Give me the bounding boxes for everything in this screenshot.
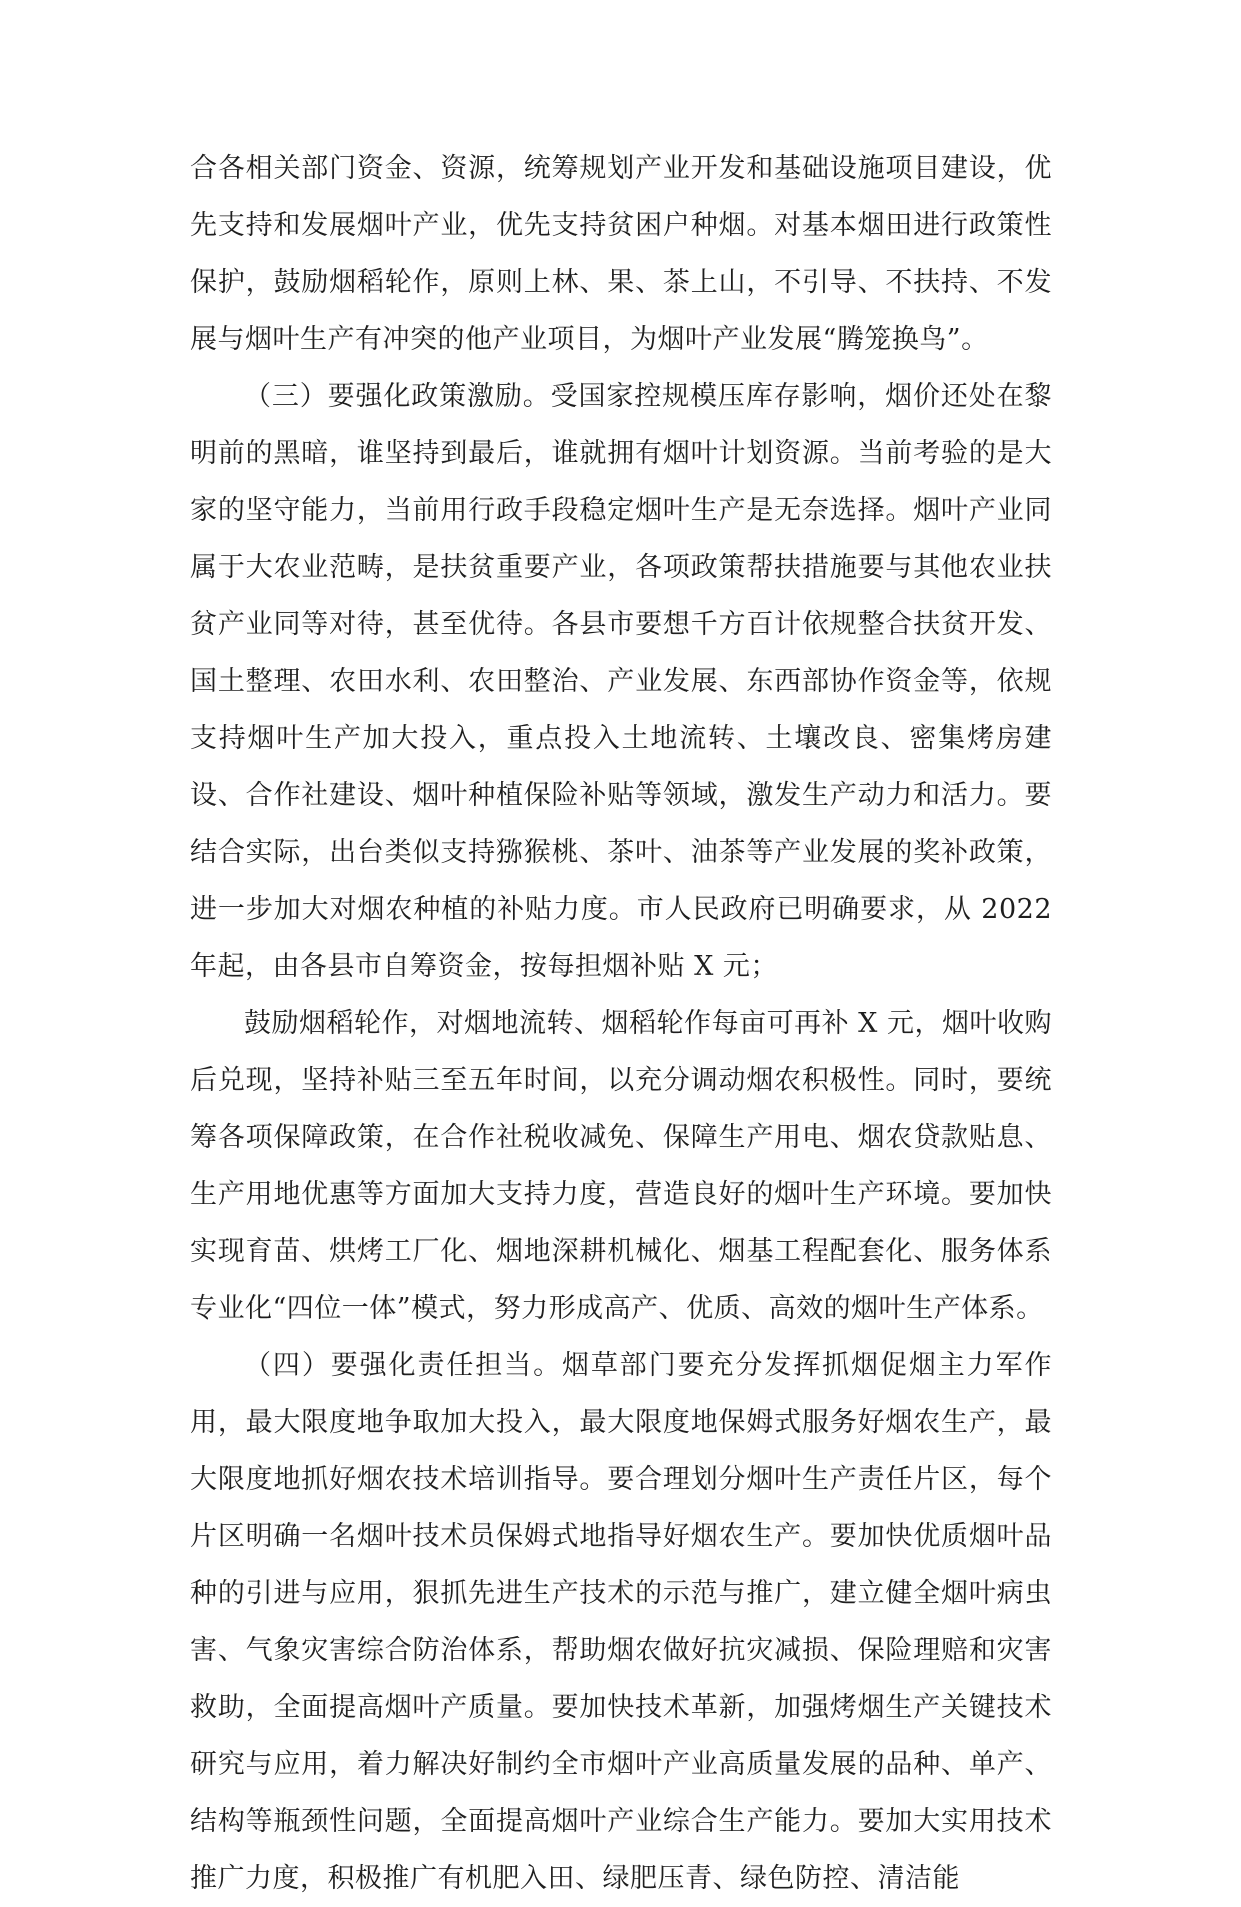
document-body — [190, 140, 1052, 1907]
paragraph-continuation: 合各相关部门资金、资源，统筹规划产业开发和基础设施项目建设，优先支持和发展烟叶产业，优先支持贫困户种烟。对基本烟田进行政策性保护，鼓励烟稻轮作，原则上林、果、茶上山，不引导、不扶持、不发展与烟叶生产有冲突的他产业项目，为烟叶产业发展“腾笼换鸟”。 — [190, 153, 1052, 355]
paragraph-rotation-subsidy: 鼓励烟稻轮作，对烟地流转、烟稻轮作每亩可再补 X 元，烟叶收购后兑现，坚持补贴三至五年时间，以充分调动烟农积极性。同时，要统筹各项保障政策，在合作社税收减免、保障生产用电、烟农贷款贴息、生产用地优惠等方面加大支持力度，营造良好的烟叶生产环境。要加快实现育苗、烘烤工厂化、烟地深耕机械化、烟基工程配套化、服务体系专业化“四位一体”模式，努力形成高产、优质、高效的烟叶生产体系。 — [190, 1008, 1052, 1324]
paragraph-responsibility: （四）要强化责任担当。烟草部门要充分发挥抓烟促烟主力军作用，最大限度地争取加大投入，最大限度地保姆式服务好烟农生产，最大限度地抓好烟农技术培训指导。要合理划分烟叶生产责任片区，每个片区明确一名烟叶技术员保姆式地指导好烟农生产。要加快优质烟叶品种的引进与应用，狠抓先进生产技术的示范与推广，建立健全烟叶病虫害、气象灾害综合防治体系，帮助烟农做好抗灾减损、保险理赔和灾害救助，全面提高烟叶产质量。要加快技术革新，加强烤烟生产关键技术研究与应用，着力解决好制约全市烟叶产业高质量发展的品种、单产、结构等瓶颈性问题，全面提高烟叶产业综合生产能力。要加大实用技术推广力度，积极推广有机肥入田、绿肥压青、绿色防控、清洁能 — [190, 1350, 1052, 1894]
paragraph-policy-incentives: （三）要强化政策激励。受国家控规模压库存影响，烟价还处在黎明前的黑暗，谁坚持到最后，谁就拥有烟叶计划资源。当前考验的是大家的坚守能力，当前用行政手段稳定烟叶生产是无奈选择。烟叶产业同属于大农业范畴，是扶贫重要产业，各项政策帮扶措施要与其他农业扶贫产业同等对待，甚至优待。各县市要想千方百计依规整合扶贫开发、国土整理、农田水利、农田整治、产业发展、东西部协作资金等，依规支持烟叶生产加大投入，重点投入土地流转、土壤改良、密集烤房建设、合作社建设、烟叶种植保险补贴等领域，激发生产动力和活力。要结合实际，出台类似支持猕猴桃、茶叶、油茶等产业发展的奖补政策，进一步加大对烟农种植的补贴力度。市人民政府已明确要求，从 2022 年起，由各县市自筹资金，按每担烟补贴 X 元； — [190, 381, 1052, 982]
